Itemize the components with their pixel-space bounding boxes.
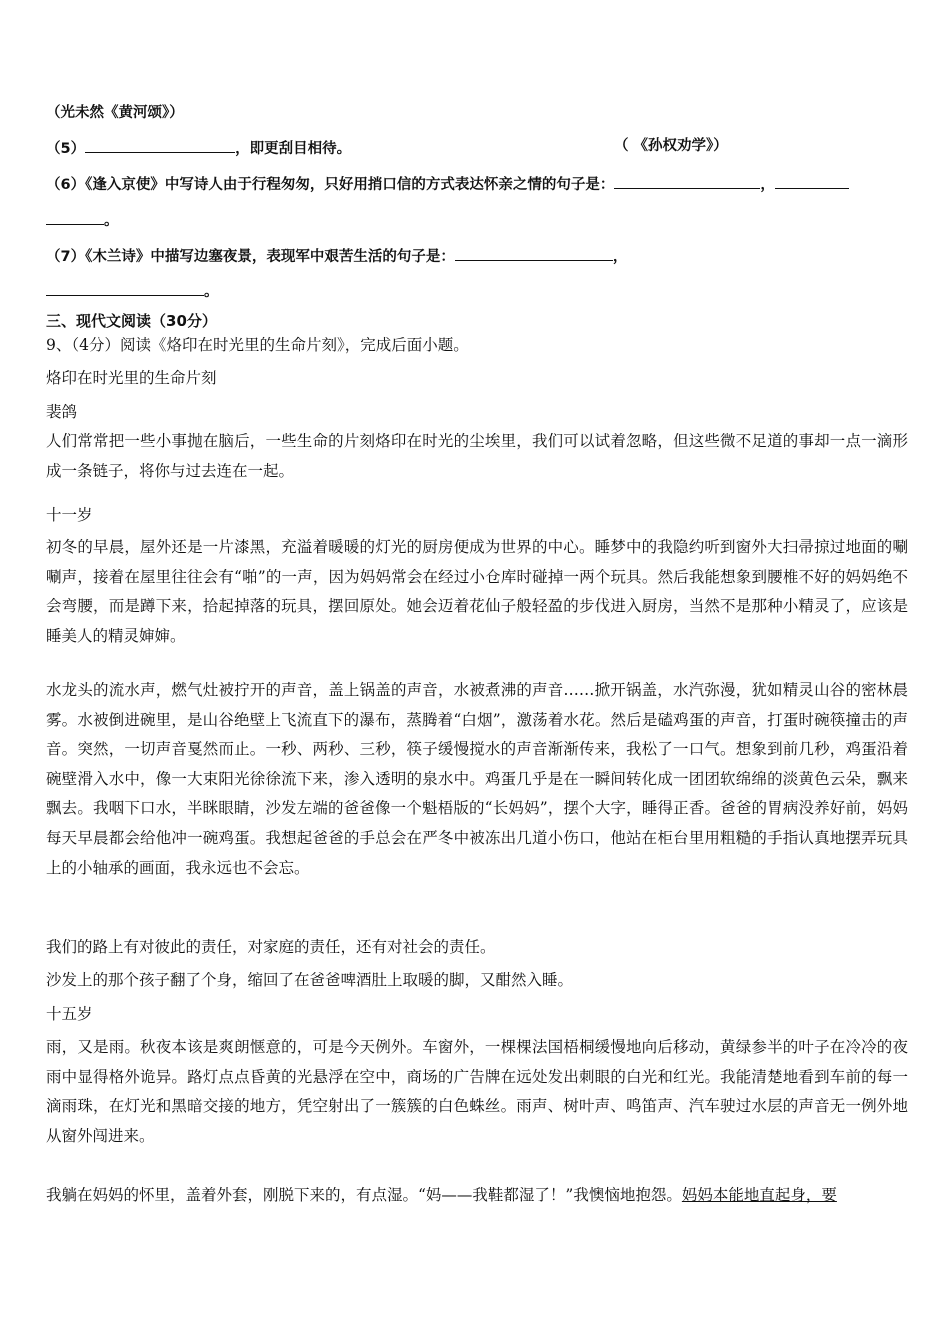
- article-paragraph-1: 初冬的早晨，屋外还是一片漆黑，充溢着暖暖的灯光的厨房便成为世界的中心。睡梦中的我隐约听到窗外大扫帚掠过地面的唰唰声，接着在屋里往往会有“啪”的一声，因为妈妈常会在经过小仓库时碰掉一两个玩具。然后我能想象到腰椎不好的妈妈绝不会弯腰，而是蹲下来，拾起掉落的玩具，摆回原处。她会迈着花仙子般轻盈的步伐进入厨房，当然不是那种小精灵了，应该是睡美人的精灵婶婶。: [46, 538, 908, 645]
- q5-source: （ 《孙权劝学》）: [614, 138, 728, 154]
- q6-answer-blank-1[interactable]: [614, 172, 760, 189]
- q5-number: （5）: [46, 141, 86, 157]
- q6-answer-blank-2a[interactable]: [775, 172, 849, 189]
- article-paragraph-3: 我们的路上有对彼此的责任，对家庭的责任，还有对社会的责任。: [46, 938, 496, 956]
- q7-answer-blank-1[interactable]: [455, 244, 613, 261]
- section-heading: 三、现代文阅读（30分）: [46, 312, 217, 330]
- q6-text: （6）《逢入京使》中写诗人由于行程匆匆，只好用捎口信的方式表达怀亲之情的句子是：: [46, 177, 615, 193]
- article-paragraph-6: [46, 1181, 908, 1211]
- article-title: 烙印在时光里的生命片刻: [46, 369, 217, 387]
- article-paragraph-intro: 人们常常把一些小事抛在脑后，一些生命的片刻烙印在时光的尘埃里，我们可以试着忽略，但这些微不足道的事却一点一滴形成一条链子，将你与过去连在一起。: [46, 432, 908, 480]
- section-age-11: 十一岁: [46, 506, 93, 524]
- q5-line: [46, 136, 351, 159]
- q7-separator: ，: [612, 249, 628, 265]
- underlined-sentence: 妈妈本能地直起身，要: [681, 1186, 837, 1204]
- section-age-15: 十五岁: [46, 1005, 93, 1023]
- q6-line: [46, 172, 849, 195]
- q6-end: 。: [104, 213, 119, 229]
- q6-line-cont: [46, 208, 119, 231]
- q4-source: （光未然《黄河颂》）: [46, 105, 184, 121]
- paragraph-6-text: 我躺在妈妈的怀里，盖着外套，刚脱下来的，有点湿。“妈——我鞋都湿了！”我懊恼地抱怨。: [46, 1186, 682, 1204]
- q5-answer-blank[interactable]: [85, 136, 235, 153]
- article-author: 裴鸽: [46, 403, 78, 421]
- question-prompt: 9、（4分）阅读《烙印在时光里的生命片刻》，完成后面小题。: [46, 336, 469, 354]
- q6-answer-blank-2b[interactable]: [46, 208, 104, 225]
- q7-line-cont: [46, 279, 219, 302]
- q7-answer-blank-2[interactable]: [46, 279, 204, 296]
- q7-end: 。: [204, 284, 219, 300]
- q7-line: [46, 244, 627, 267]
- q6-separator: ，: [760, 177, 775, 193]
- article-paragraph-4: 沙发上的那个孩子翻了个身，缩回了在爸爸啤酒肚上取暖的脚，又酣然入睡。: [46, 971, 574, 989]
- article-paragraph-2: 水龙头的流水声，燃气灶被拧开的声音，盖上锅盖的声音，水被煮沸的声音……掀开锅盖，水汽弥漫，犹如精灵山谷的密林晨雾。水被倒进碗里，是山谷绝壁上飞流直下的瀑布，蒸腾着“白烟”，激荡着水花。然后是磕鸡蛋的声音，打蛋时碗筷撞击的声音。突然，一切声音戛然而止。一秒、两秒、三秒，筷子缓慢搅水的声音渐渐传来，我松了一口气。想象到前几秒，鸡蛋沿着碗壁滑入水中，像一大束阳光徐徐流下来，渗入透明的泉水中。鸡蛋几乎是在一瞬间转化成一团团软绵绵的淡黄色云朵，飘来飘去。我咽下口水，半眯眼睛，沙发左端的爸爸像一个魁梧版的“长妈妈”，摆个大字，睡得正香。爸爸的胃病没养好前，妈妈每天早晨都会给他冲一碗鸡蛋。我想起爸爸的手总会在严冬中被冻出几道小伤口，他站在柜台里用粗糙的手指认真地摆弄玩具上的小轴承的画面，我永远也不会忘。: [46, 681, 908, 877]
- article-paragraph-5: 雨，又是雨。秋夜本该是爽朗惬意的，可是今天例外。车窗外，一棵棵法国梧桐缓慢地向后移动，黄绿参半的叶子在冷冷的夜雨中显得格外诡异。路灯点点昏黄的光悬浮在空中，商场的广告牌在远处发出刺眼的白光和红光。我能清楚地看到车前的每一滴雨珠，在灯光和黑暗交接的地方，凭空射出了一簇簇的白色蛛丝。雨声、树叶声、鸣笛声、汽车驶过水层的声音无一例外地从窗外闯进来。: [46, 1038, 908, 1145]
- q7-text: （7）《木兰诗》中描写边塞夜景，表现军中艰苦生活的句子是：: [46, 249, 455, 265]
- q5-text: ，即更刮目相待。: [235, 141, 352, 157]
